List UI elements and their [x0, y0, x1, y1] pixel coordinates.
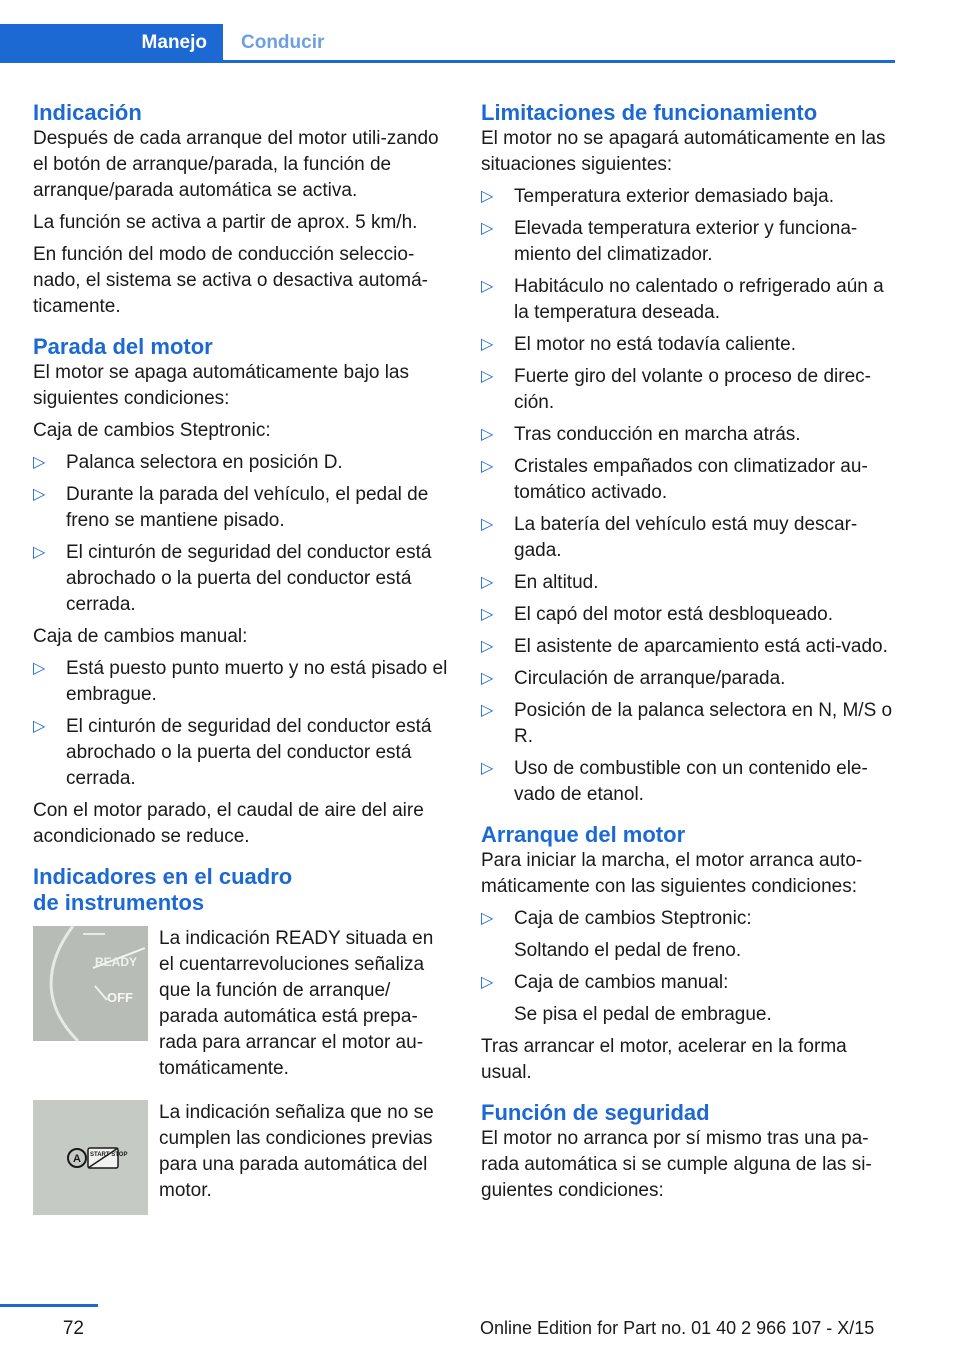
tachometer-ready-image: [33, 926, 148, 1041]
paragraph: La función se activa a partir de aprox. 5 km/h.: [33, 212, 418, 233]
triangle-bullet-icon: ▷: [481, 760, 494, 777]
list-item: ▷ Tras conducción en marcha atrás.: [481, 422, 895, 448]
triangle-bullet-icon: ▷: [481, 516, 494, 533]
list-manual: [33, 656, 448, 792]
page-number: 72: [62, 1318, 84, 1339]
triangle-bullet-icon: ▷: [33, 454, 46, 471]
triangle-bullet-icon: ▷: [481, 974, 494, 991]
start-stop-warning-image: [33, 1100, 148, 1215]
paragraph: Con el motor parado, el caudal de aire del aire acondicionado se reduce.: [33, 800, 424, 847]
paragraph: En función del modo de conducción seleccio-nado, el sistema se activa o desactiva automá-ticamente.: [33, 244, 428, 317]
list-item: ▷ Fuerte giro del volante o proceso de direc-ción.: [481, 366, 871, 413]
list-item: ▷ Temperatura exterior demasiado baja.: [481, 184, 895, 210]
heading-indicadores: Indicadores en el cuadro de instrumentos: [33, 864, 293, 915]
list-item: ▷ Palanca selectora en posición D.: [33, 450, 448, 476]
list-item-detail: Soltando el pedal de freno.: [514, 940, 742, 961]
list-item: ▷ El motor no está todavía caliente.: [481, 332, 895, 358]
left-column: [33, 100, 448, 1229]
triangle-bullet-icon: ▷: [481, 910, 494, 927]
paragraph: Tras arrancar el motor, acelerar en la forma usual.: [481, 1036, 847, 1083]
triangle-bullet-icon: ▷: [33, 486, 46, 503]
paragraph: Caja de cambios manual:: [33, 626, 248, 647]
tab-conducir[interactable]: Conducir: [241, 32, 325, 53]
paragraph: El motor se apaga automáticamente bajo las siguientes condiciones:: [33, 362, 409, 409]
section-arranque: [481, 822, 895, 1086]
section-seguridad: [481, 1100, 895, 1204]
tab-manejo[interactable]: Manejo: [0, 24, 223, 62]
triangle-bullet-icon: ▷: [33, 660, 46, 677]
list-limitaciones: [481, 184, 895, 808]
figure-startstop-text: La indicación señaliza que no se cumplen las condiciones previas para una parada automática del motor.: [159, 1102, 434, 1201]
footer-rule: [0, 1304, 98, 1307]
triangle-bullet-icon: ▷: [481, 574, 494, 591]
list-item: ▷ Elevada temperatura exterior y funciona-miento del climatizador.: [481, 218, 858, 265]
list-item: ▷ Uso de combustible con un contenido ele-vado de etanol.: [481, 758, 868, 805]
list-item: ▷ Durante la parada del vehículo, el pedal de freno se mantiene pisado.: [33, 484, 429, 531]
list-item: ▷ En altitud.: [481, 570, 895, 596]
top-nav: [0, 24, 895, 64]
heading-limitaciones: Limitaciones de funcionamiento: [481, 100, 818, 125]
edition-note: Online Edition for Part no. 01 40 2 966 107 - X/15: [480, 1318, 875, 1338]
triangle-bullet-icon: ▷: [33, 544, 46, 561]
figure-startstop: [33, 1100, 448, 1215]
list-steptronic: [33, 450, 448, 618]
triangle-bullet-icon: ▷: [481, 278, 494, 295]
list-item: ▷ El asistente de aparcamiento está acti-vado.: [481, 634, 895, 660]
triangle-bullet-icon: ▷: [481, 220, 494, 237]
svg-text:A: A: [73, 1153, 81, 1165]
list-item-detail: Se pisa el pedal de embrague.: [514, 1004, 772, 1025]
triangle-bullet-icon: ▷: [481, 458, 494, 475]
list-item: ▷ El cinturón de seguridad del conductor está abrochado o la puerta del conductor está cerrada.: [33, 542, 432, 615]
right-column: [481, 100, 895, 1218]
section-indicadores: [33, 864, 448, 1215]
start-stop-label: START STOP: [90, 1152, 128, 1158]
figure-ready: [33, 926, 448, 1082]
list-item: ▷ El cinturón de seguridad del conductor está abrochado o la puerta del conductor está cerrada.: [33, 716, 432, 789]
section-parada: [33, 334, 448, 850]
list-item: ▷ La batería del vehículo está muy descar-gada.: [481, 514, 858, 561]
triangle-bullet-icon: ▷: [481, 188, 494, 205]
triangle-bullet-icon: ▷: [481, 336, 494, 353]
triangle-bullet-icon: ▷: [481, 638, 494, 655]
list-item: ▷ Cristales empañados con climatizador au-tomático activado.: [481, 456, 868, 503]
list-item: ▷ Habitáculo no calentado o refrigerado aún a la temperatura deseada.: [481, 276, 884, 323]
paragraph: El motor no se apagará automáticamente en las situaciones siguientes:: [481, 128, 886, 175]
list-item: ▷ Posición de la palanca selectora en N, M/S o R.: [481, 700, 893, 747]
triangle-bullet-icon: ▷: [481, 702, 494, 719]
triangle-bullet-icon: ▷: [33, 718, 46, 735]
header-rule: [0, 60, 895, 63]
figure-ready-text: La indicación READY situada en el cuentarrevoluciones señaliza que la función de arranque/ parada automática está prepa-rada para arrancar el motor au-tomáticamente.: [159, 928, 434, 1079]
list-item: ▷ El capó del motor está desbloqueado.: [481, 602, 895, 628]
heading-seguridad: Función de seguridad: [481, 1100, 710, 1125]
paragraph: Caja de cambios Steptronic:: [33, 420, 271, 441]
paragraph: Después de cada arranque del motor utili-zando el botón de arranque/parada, la función de arranque/parada automática se activa.: [33, 128, 439, 201]
list-item: ▷ Caja de cambios manual: Se pisa el pedal de embrague.: [481, 970, 895, 1028]
section-limitaciones: [481, 100, 895, 808]
list-item: ▷ Caja de cambios Steptronic: Soltando el pedal de freno.: [481, 906, 895, 964]
triangle-bullet-icon: ▷: [481, 670, 494, 687]
list-arranque: [481, 906, 895, 1028]
off-label: OFF: [107, 990, 133, 1005]
paragraph: Para iniciar la marcha, el motor arranca auto-máticamente con las siguientes condiciones:: [481, 850, 863, 897]
triangle-bullet-icon: ▷: [481, 606, 494, 623]
heading-parada: Parada del motor: [33, 334, 213, 359]
triangle-bullet-icon: ▷: [481, 426, 494, 443]
triangle-bullet-icon: ▷: [481, 368, 494, 385]
heading-indicacion: Indicación: [33, 100, 142, 125]
ready-label: READY: [95, 955, 138, 969]
heading-arranque: Arranque del motor: [481, 822, 686, 847]
list-item: ▷ Circulación de arranque/parada.: [481, 666, 895, 692]
paragraph: El motor no arranca por sí mismo tras una pa-rada automática si se cumple alguna de las si-guientes condiciones:: [481, 1128, 872, 1201]
list-item: ▷ Está puesto punto muerto y no está pisado el embrague.: [33, 658, 448, 705]
section-indicacion: [33, 100, 448, 320]
